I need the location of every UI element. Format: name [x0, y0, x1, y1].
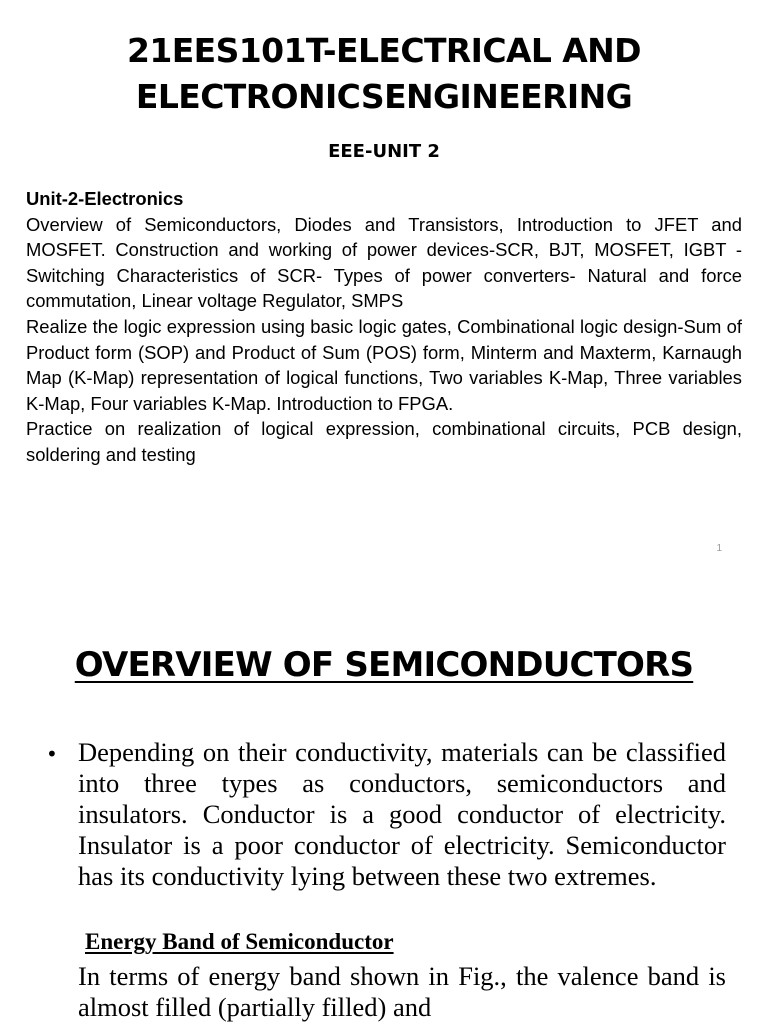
- bullet-text: Depending on their conductivity, materials can be classified into three types as conductors, semiconductors and insulators. Conductor is a good conductor of electricity. Insulator is a poor conductor of electricity. Semiconductor has its conductivity lying between these two extremes.: [78, 737, 726, 891]
- course-title: [0, 28, 768, 120]
- syllabus-paragraph: Overview of Semiconductors, Diodes and Transistors, Introduction to JFET and MOSFET. Construction and working of power devices-SCR, BJT, MOSFET, IGBT -Switching Characteristics of SCR- Types of power converters- Natural and force commutation, Linear voltage Regulator, SMPS: [26, 213, 742, 312]
- unit-heading: Unit-2-Electronics: [26, 188, 184, 209]
- sub-heading: Energy Band of Semiconductor: [85, 929, 394, 954]
- syllabus-paragraph: Realize the logic expression using basic logic gates, Combinational logic design-Sum of Product form (SOP) and Product of Sum (POS) form, Minterm and Maxterm, Karnaugh Map (K-Map) representation of logical functions, Two variables K-Map, Three variables K-Map, Four variables K-Map. Introduction to FPGA.: [26, 315, 742, 414]
- course-title-line-1: 21EES101T-ELECTRICAL AND: [127, 31, 641, 70]
- slide-2: [0, 575, 768, 1024]
- page-number: 1: [716, 543, 722, 554]
- section-heading: OVERVIEW OF SEMICONDUCTORS: [74, 645, 694, 685]
- course-title-line-2: ELECTRONICSENGINEERING: [135, 77, 633, 116]
- syllabus-paragraph: Practice on realization of logical expression, combinational circuits, PCB design, soldering and testing: [26, 418, 742, 465]
- syllabus-content: [26, 186, 742, 468]
- unit-subtitle: EEE-UNIT 2: [328, 141, 440, 162]
- body-text: In terms of energy band shown in Fig., the valence band is almost filled (partially filled) and: [78, 961, 726, 1022]
- bullet-marker: •: [46, 742, 58, 766]
